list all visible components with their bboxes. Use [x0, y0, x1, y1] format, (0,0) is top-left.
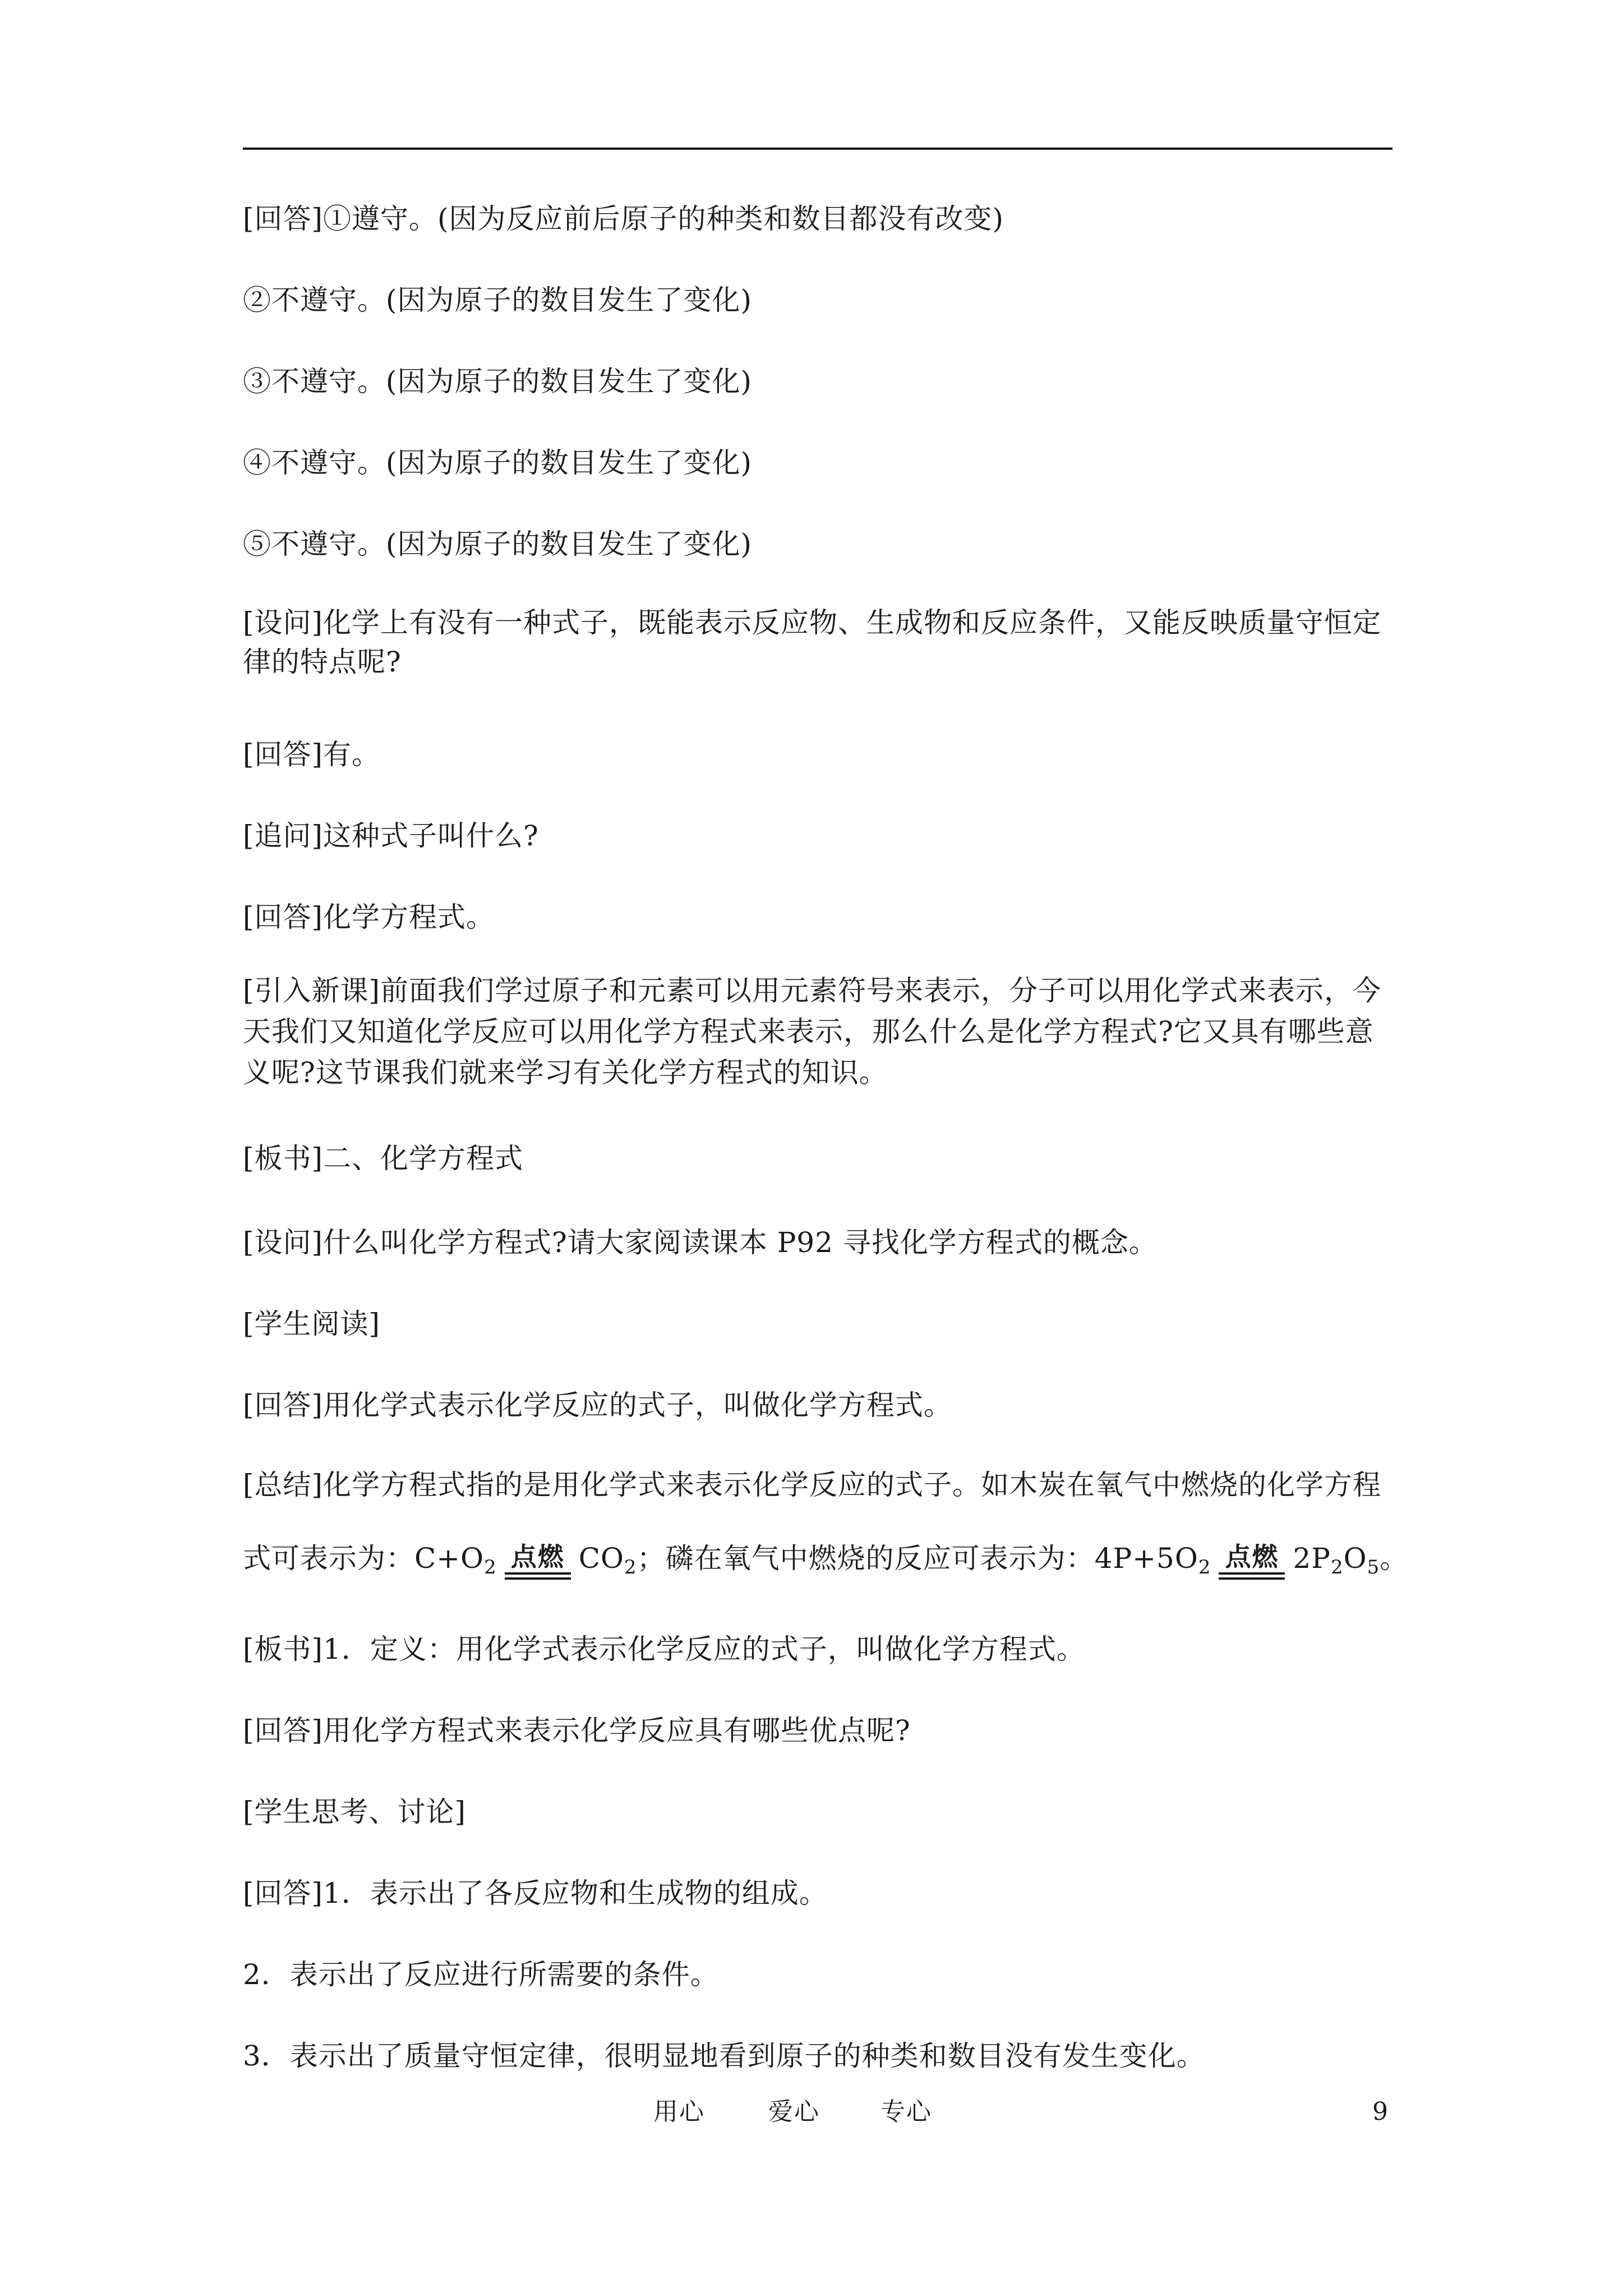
equation-prefix: 式可表示为： [243, 1542, 414, 1575]
answer-item: ⑤不遵守。(因为原子的数目发生了变化) [243, 528, 753, 560]
question-paragraph: [设问]化学上有没有一种式子，既能表示反应物、生成物和反应条件，又能反映质量守恒定律的特点呢? [243, 606, 1382, 678]
discussion-note: [学生思考、讨论] [243, 1796, 467, 1828]
eq2-reactants: 4P+5O [1094, 1542, 1198, 1575]
eq2-reactants-subscript: 2 [1198, 1556, 1211, 1579]
eq2-product-p: 2P [1293, 1542, 1331, 1575]
double-bar [1219, 1572, 1285, 1580]
double-bar [505, 1572, 571, 1580]
header-rule [243, 148, 1393, 150]
answer-paragraph: [回答]用化学式表示化学反应的式子，叫做化学方程式。 [243, 1389, 953, 1421]
board-definition: [板书]1．定义：用化学式表示化学反应的式子，叫做化学方程式。 [243, 1633, 1085, 1665]
eq1-reactants-subscript: 2 [484, 1556, 497, 1579]
new-lesson-paragraph: [引入新课]前面我们学过原子和元素可以用元素符号来表示，分子可以用化学式来表示，今天我们又知道化学反应可以用化学方程式来表示，那么什么是化学方程式?它又具有哪些意义呢?这节课我们就来学习有关化学方程式的知识。 [243, 974, 1382, 1089]
answer-item: 2．表示出了反应进行所需要的条件。 [243, 1958, 719, 1991]
footer-word: 用心 [653, 2097, 705, 2126]
eq1-product: CO [578, 1542, 625, 1575]
reaction-condition: 点燃 [510, 1542, 565, 1572]
answer-item: ④不遵守。(因为原子的数目发生了变化) [243, 447, 753, 479]
page-number: 9 [1372, 2097, 1389, 2126]
equation-suffix: 。 [1380, 1542, 1409, 1575]
reaction-condition: 点燃 [1225, 1542, 1279, 1572]
answer-paragraph: [回答]化学方程式。 [243, 901, 495, 933]
eq1-product-subscript: 2 [624, 1556, 637, 1579]
eq2-product-o: O [1343, 1542, 1367, 1575]
reaction-arrow [505, 1542, 571, 1580]
phosphorus-equation [1095, 1536, 1380, 1582]
answer-paragraph: [回答]用化学方程式来表示化学反应具有哪些优点呢? [243, 1714, 911, 1747]
follow-up-question: [追问]这种式子叫什么? [243, 820, 539, 852]
eq2-product-o-subscript: 5 [1367, 1556, 1380, 1579]
answer-paragraph: [回答]①遵守。(因为反应前后原子的种类和数目都没有改变) [243, 203, 1004, 235]
answer-paragraph: [回答]有。 [243, 738, 381, 771]
equation-line [243, 1536, 1409, 1582]
reading-note: [学生阅读] [243, 1308, 381, 1340]
carbon-equation [414, 1536, 637, 1582]
question-paragraph: [设问]什么叫化学方程式?请大家阅读课本 P92 寻找化学方程式的概念。 [243, 1226, 1158, 1259]
board-heading: [板书]二、化学方程式 [243, 1142, 524, 1175]
summary-paragraph: [总结]化学方程式指的是用化学式来表示化学反应的式子。如木炭在氧气中燃烧的化学方程 [243, 1469, 1382, 1501]
answer-item: 3．表示出了质量守恒定律，很明显地看到原子的种类和数目没有发生变化。 [243, 2040, 1205, 2072]
footer-word: 专心 [880, 2097, 932, 2126]
eq1-reactants: C+O [414, 1542, 485, 1575]
equation-middle: ；磷在氧气中燃烧的反应可表示为： [637, 1542, 1095, 1575]
reaction-arrow [1219, 1542, 1285, 1580]
eq2-product-p-subscript: 2 [1330, 1556, 1344, 1579]
answer-paragraph: [回答]1．表示出了各反应物和生成物的组成。 [243, 1877, 828, 1910]
footer-word: 爱心 [768, 2097, 820, 2126]
answer-item: ②不遵守。(因为原子的数目发生了变化) [243, 284, 753, 316]
answer-item: ③不遵守。(因为原子的数目发生了变化) [243, 365, 753, 398]
